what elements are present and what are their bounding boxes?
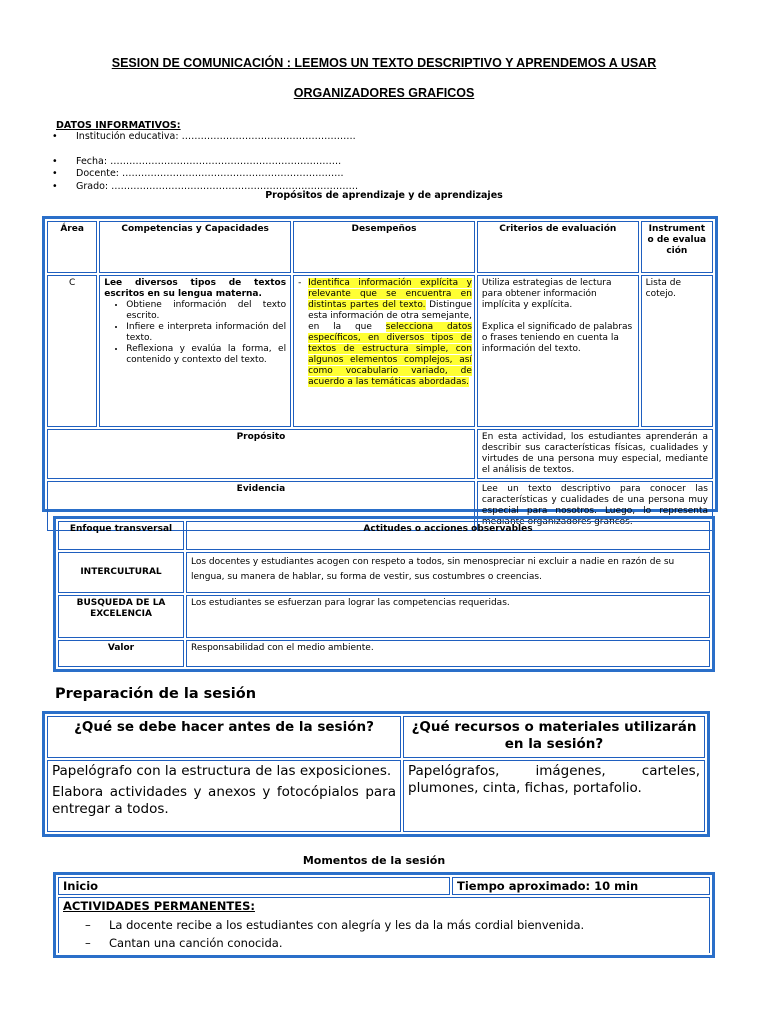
actividades-cell bbox=[58, 897, 710, 953]
capacidad-item: • Reflexiona y evalúa la forma, el contenido y contexto del texto. bbox=[126, 344, 286, 366]
datos-heading: DATOS INFORMATIVOS: bbox=[56, 120, 181, 131]
propositos-title: Propósitos de aprendizaje y de aprendizajes bbox=[265, 190, 503, 201]
desempeno-highlight-1: Identifica información explícita y relevante que se encuentra en distintas partes del texto. bbox=[308, 278, 472, 310]
enfoque-label: BUSQUEDA DE LA EXCELENCIA bbox=[58, 595, 184, 638]
dash-icon: – bbox=[85, 918, 91, 932]
capacidad-item: • Infiere e interpreta información del texto. bbox=[126, 322, 286, 344]
momentos-heading: Momentos de la sesión bbox=[302, 854, 446, 867]
header-enfoque: Enfoque transversal bbox=[58, 521, 184, 550]
enfoque-transversal-table bbox=[53, 516, 715, 672]
respuesta-recursos: Papelógrafos, imágenes, carteles, plumones, cinta, fichas, portafolio. bbox=[403, 760, 705, 832]
actividad-item bbox=[63, 936, 705, 950]
area-cell: C bbox=[47, 275, 97, 427]
criterio-2: Explica el significado de palabras o frases teniendo en cuenta la información del texto. bbox=[481, 322, 633, 354]
capacidades-list bbox=[104, 300, 286, 366]
tiempo-label: Tiempo aproximado: 10 min bbox=[452, 877, 710, 895]
enfoque-text: Los estudiantes se esfuerzan para lograr las competencias requeridas. bbox=[186, 595, 710, 638]
pregunta-antes: ¿Qué se debe hacer antes de la sesión? bbox=[47, 716, 401, 758]
dash-icon: – bbox=[85, 936, 91, 950]
header-criterios: Criterios de evaluación bbox=[477, 221, 639, 273]
capacidad-item: • Obtiene información del texto escrito. bbox=[126, 300, 286, 322]
actividades-heading: ACTIVIDADES PERMANENTES: bbox=[63, 899, 255, 913]
inicio-label: Inicio bbox=[58, 877, 450, 895]
document-title-line2: ORGANIZADORES GRAFICOS bbox=[293, 86, 475, 100]
header-instrumento: Instrumento de evaluación bbox=[641, 221, 713, 273]
desempenos-cell bbox=[293, 275, 475, 427]
instrumento-cell: Lista de cotejo. bbox=[641, 275, 713, 427]
proposito-label: Propósito bbox=[47, 429, 475, 479]
preparacion-table bbox=[42, 711, 710, 837]
header-actitudes: Actitudes o acciones observables bbox=[186, 521, 710, 550]
document-title-line1: SESION DE COMUNICACIÓN : LEEMOS UN TEXTO DESCRIPTIVO Y APRENDEMOS A USAR bbox=[111, 56, 657, 70]
header-competencias: Competencias y Capacidades bbox=[99, 221, 291, 273]
respuesta-antes-2: Elabora actividades y anexos y fotocópialos para entregar a todos. bbox=[52, 784, 396, 817]
valor-text: Responsabilidad con el medio ambiente. bbox=[186, 640, 710, 667]
header-desempenos: Desempeños bbox=[293, 221, 475, 273]
datos-institucion: • Institución educativa: ………………………………………………. bbox=[50, 131, 430, 144]
respuesta-antes-1: Papelógrafo con la estructura de las exposiciones. bbox=[52, 763, 392, 779]
proposito-text: En esta actividad, los estudiantes aprenderán a describir sus características físicas, cualidades y virtudes de una persona muy especial, mediante el análisis de textos. bbox=[477, 429, 713, 479]
header-area: Área bbox=[47, 221, 97, 273]
actividad-text: Cantan una canción conocida. bbox=[109, 936, 283, 950]
competencia-text: Lee diversos tipos de textos escritos en su lengua materna. bbox=[104, 278, 287, 299]
evidencia-label: Evidencia bbox=[47, 481, 475, 531]
momentos-table bbox=[53, 872, 715, 958]
actividad-item bbox=[63, 918, 705, 932]
valor-label: Valor bbox=[58, 640, 184, 667]
criterios-cell bbox=[477, 275, 639, 427]
criterio-1: Utiliza estrategias de lectura para obtener información implícita y explícita. bbox=[481, 278, 612, 310]
respuesta-antes bbox=[47, 760, 401, 832]
competencias-cell bbox=[99, 275, 291, 427]
enfoque-text: Los docentes y estudiantes acogen con respeto a todos, sin menospreciar ni excluir a nadie en razón de su lengua, su manera de hablar, su forma de vestir, sus costumbres o creencias. bbox=[186, 552, 710, 593]
desempeno-plain: Distingue esta información de otra semejante, en la que bbox=[308, 300, 472, 332]
datos-docente: • Docente: ……………………………………………………………. bbox=[50, 168, 430, 181]
datos-grado: • Grado: …………………………………………………………………… bbox=[50, 181, 430, 194]
desempeno-dash: - bbox=[298, 278, 302, 288]
actividad-text: La docente recibe a los estudiantes con alegría y les da la más cordial bienvenida. bbox=[109, 918, 585, 932]
evidencia-text: Lee un texto descriptivo para conocer las características y cualidades de una persona muy especial para nosotros. Luego, lo representa mediante organizadores gráficos. bbox=[477, 481, 713, 531]
datos-list bbox=[50, 131, 430, 193]
pregunta-recursos: ¿Qué recursos o materiales utilizarán en la sesión? bbox=[403, 716, 705, 758]
preparacion-heading: Preparación de la sesión bbox=[55, 686, 257, 702]
learning-purposes-table bbox=[42, 216, 718, 527]
enfoque-label: INTERCULTURAL bbox=[58, 552, 184, 593]
datos-fecha: • Fecha: ………………………………………………………………. bbox=[50, 156, 430, 169]
desempeno-text bbox=[308, 278, 472, 388]
desempeno-highlight-2: selecciona datos específicos, en diversos tipos de textos de estructura simple, con algunos elementos complejos, así como vocabulario variado, de acuerdo a las temáticas abordadas. bbox=[308, 322, 472, 387]
